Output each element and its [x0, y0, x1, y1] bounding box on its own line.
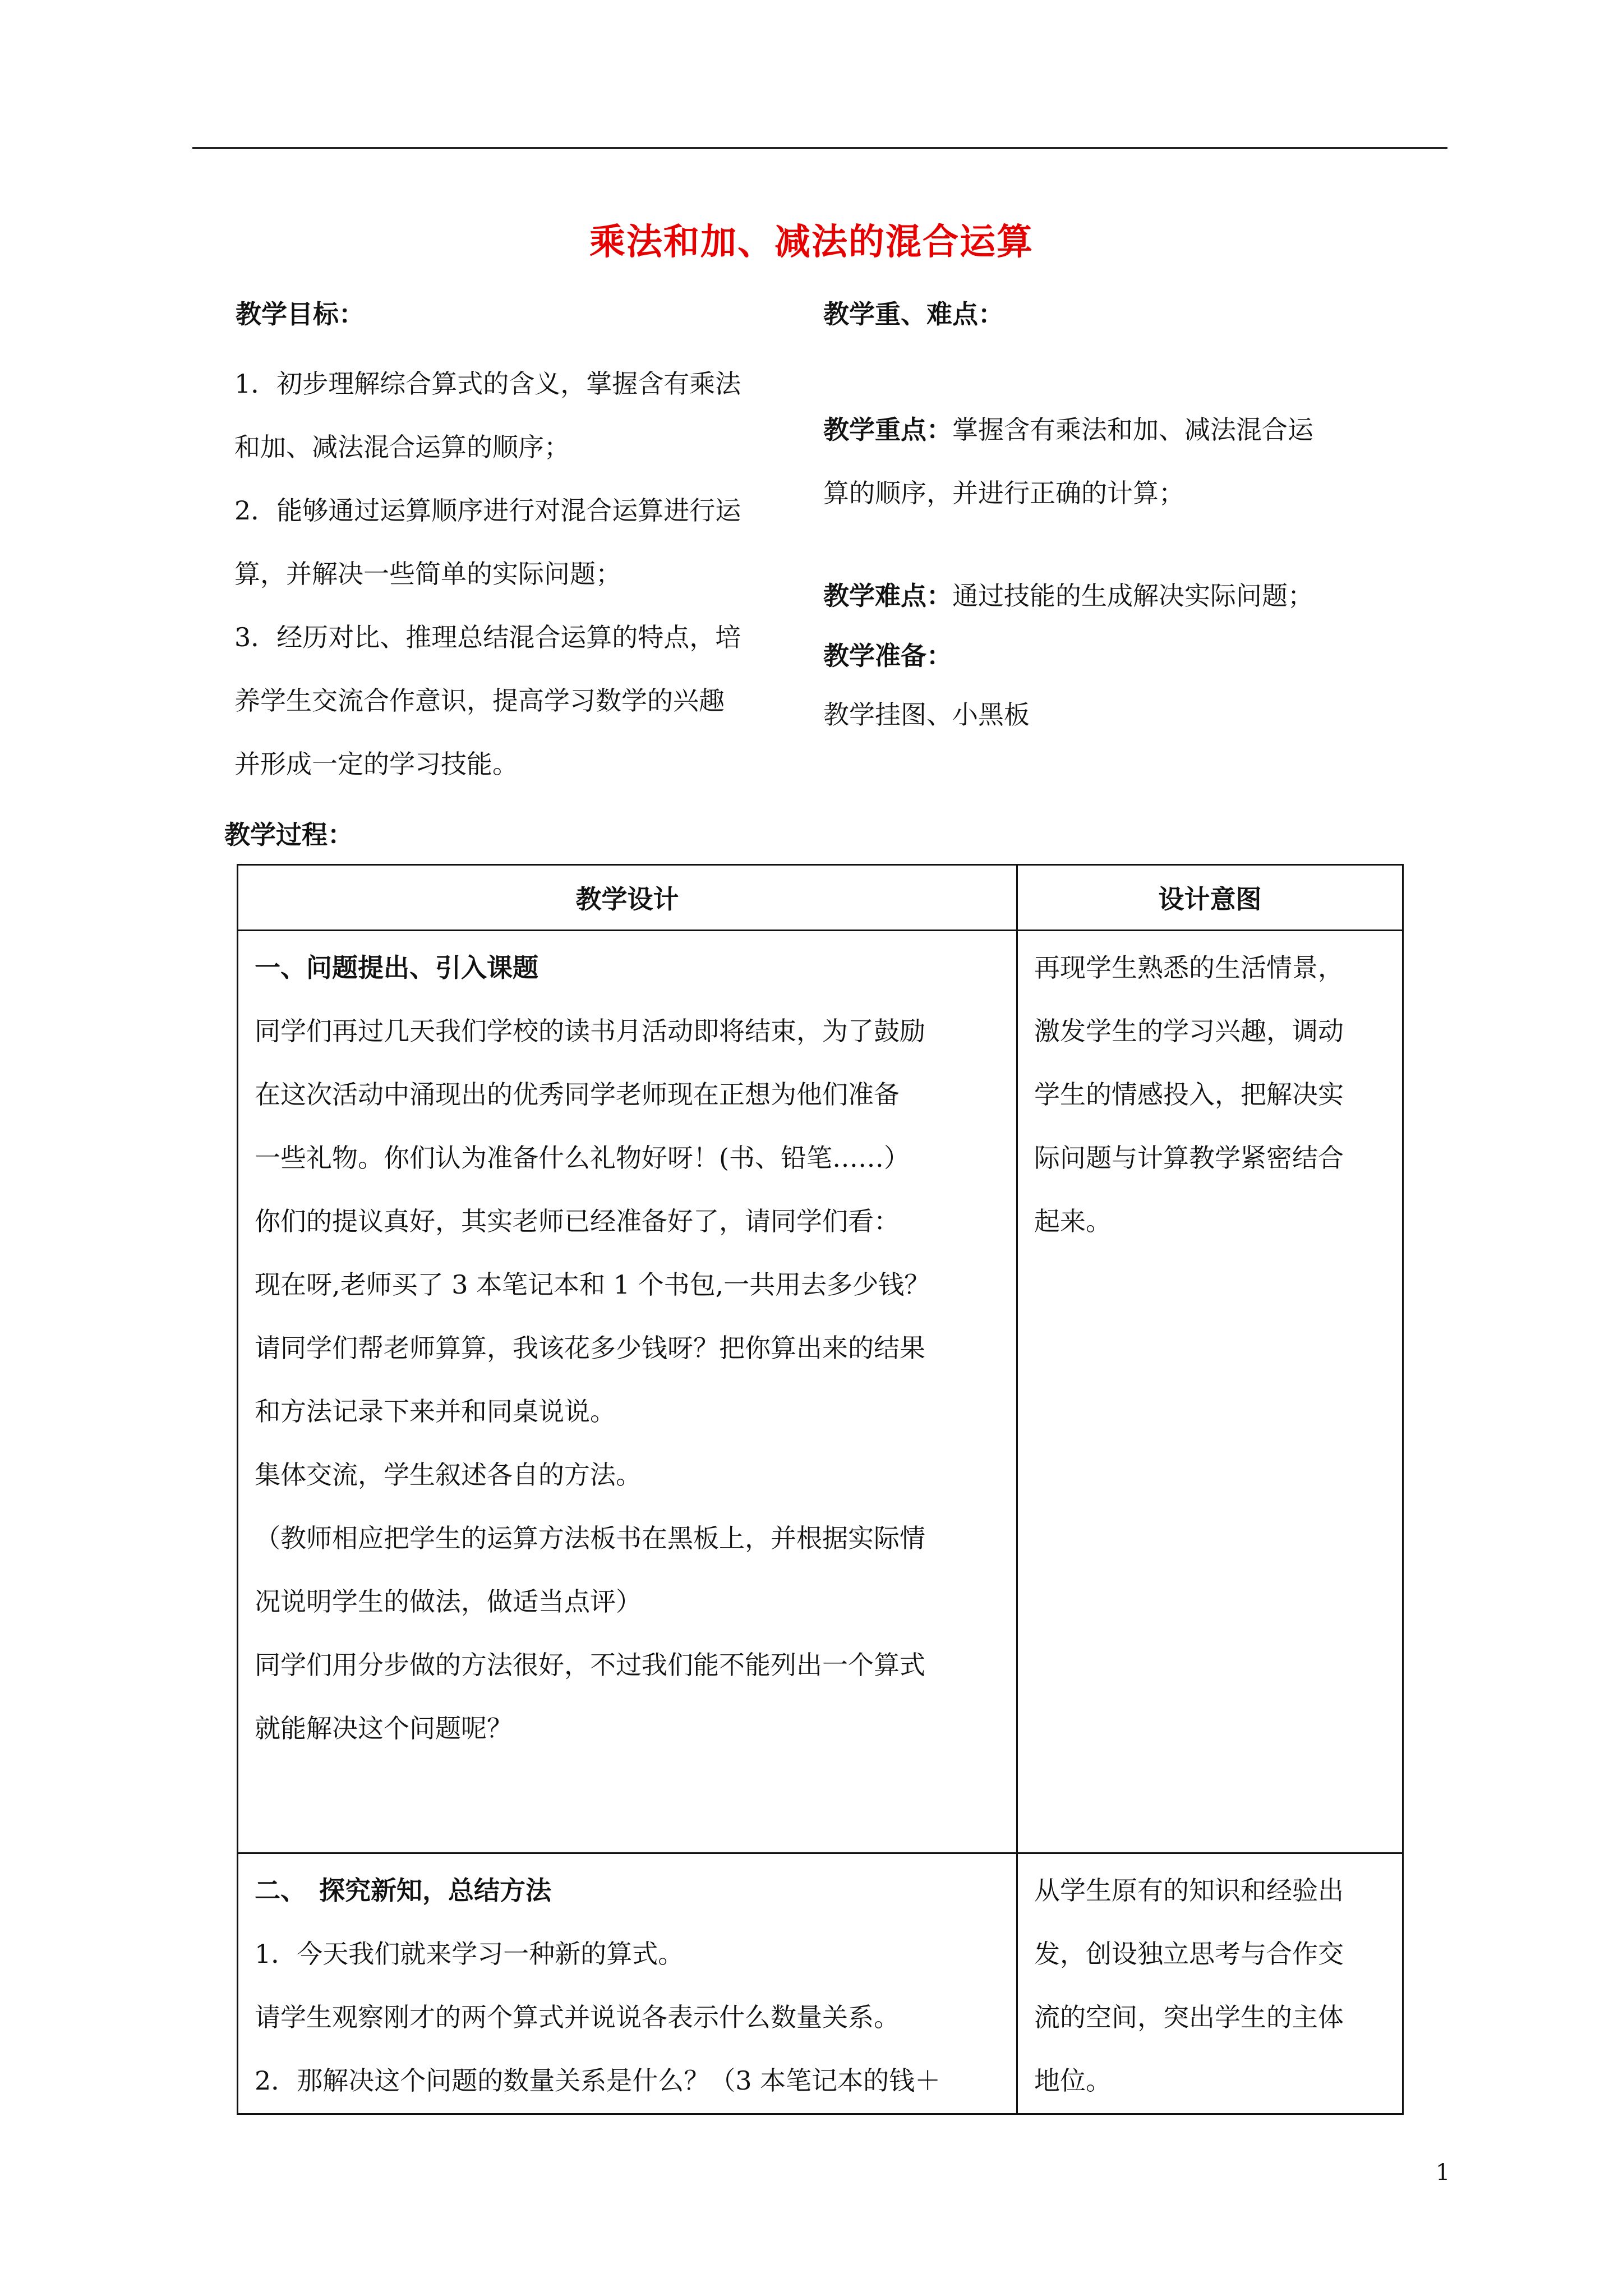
intent-line: 再现学生熟悉的生活情景， — [1034, 953, 1344, 983]
table-header-row — [238, 865, 1403, 931]
intent-line: 起来。 — [1034, 1206, 1112, 1236]
objective-line: 养学生交流合作意识，提高学习数学的兴趣 — [234, 685, 725, 716]
intent-line: 际问题与计算教学紧密结合 — [1034, 1143, 1344, 1173]
process-table — [237, 864, 1404, 2115]
design-line: 2．那解决这个问题的数量关系是什么？（3 本笔记本的钱＋ — [255, 2065, 941, 2096]
design-cell — [238, 1853, 1017, 2114]
design-line: 你们的提议真好，其实老师已经准备好了，请同学们看： — [255, 1206, 900, 1236]
objective-line: 1．初步理解综合算式的含义，掌握含有乘法 — [234, 369, 741, 399]
intent-cell — [1017, 1853, 1403, 2114]
objective-line: 和加、减法混合运算的顺序； — [234, 432, 570, 462]
focus-line-2: 算的顺序，并进行正确的计算； — [823, 478, 1184, 508]
design-cell — [238, 931, 1017, 1853]
difficulty-text: 通过技能的生成解决实际问题； — [952, 581, 1313, 611]
header-intent: 设计意图 — [1017, 865, 1403, 931]
page-number: 1 — [1436, 2160, 1450, 2185]
key-points-heading: 教学重、难点： — [823, 299, 1004, 329]
design-line: 一些礼物。你们认为准备什么礼物好呀！(书、铅笔……） — [255, 1143, 910, 1173]
intent-line: 激发学生的学习兴趣，调动 — [1034, 1016, 1344, 1046]
design-line: 现在呀,老师买了 3 本笔记本和 1 个书包,一共用去多少钱？ — [255, 1269, 930, 1300]
objectives-section — [234, 297, 795, 796]
section-title: 一、问题提出、引入课题 — [255, 953, 538, 983]
intent-line: 从学生原有的知识和经验出 — [1034, 1875, 1344, 1906]
focus-label: 教学重点： — [823, 415, 952, 445]
difficulty-line — [823, 564, 1429, 628]
focus-line — [823, 398, 1429, 462]
key-points-section — [823, 297, 1429, 746]
design-line: 和方法记录下来并和同桌说说。 — [255, 1396, 616, 1427]
design-line: 况说明学生的做法，做适当点评） — [255, 1586, 642, 1617]
difficulty-label: 教学难点： — [823, 581, 952, 611]
process-heading: 教学过程： — [224, 820, 353, 850]
intent-line: 地位。 — [1034, 2065, 1112, 2096]
focus-text: 掌握含有乘法和加、减法混合运 — [952, 415, 1313, 445]
intent-line: 学生的情感投入，把解决实 — [1034, 1079, 1344, 1110]
design-line: 集体交流，学生叙述各自的方法。 — [255, 1460, 642, 1490]
design-line: （教师相应把学生的运算方法板书在黑板上，并根据实际情 — [255, 1523, 925, 1553]
page-title: 乘法和加、减法的混合运算 — [589, 221, 1034, 263]
design-line: 在这次活动中涌现出的优秀同学老师现在正想为他们准备 — [255, 1079, 900, 1110]
intent-cell — [1017, 931, 1403, 1853]
design-line: 请学生观察刚才的两个算式并说说各表示什么数量关系。 — [255, 2002, 900, 2032]
objective-line: 3．经历对比、推理总结混合运算的特点，培 — [234, 622, 741, 652]
design-line: 同学们再过几天我们学校的读书月活动即将结束，为了鼓励 — [255, 1016, 925, 1046]
intent-line: 流的空间，突出学生的主体 — [1034, 2002, 1344, 2032]
design-line: 请同学们帮老师算算，我该花多少钱呀？把你算出来的结果 — [255, 1333, 925, 1363]
design-line: 就能解决这个问题呢？ — [255, 1713, 513, 1743]
objectives-heading: 教学目标： — [236, 299, 365, 329]
objective-line: 算，并解决一些简单的实际问题； — [234, 559, 621, 589]
intent-line: 发，创设独立思考与合作交 — [1034, 1939, 1344, 1969]
design-line: 同学们用分步做的方法很好，不过我们能不能列出一个算式 — [255, 1650, 925, 1680]
objective-line: 2．能够通过运算顺序进行对混合运算进行运 — [234, 495, 741, 526]
prep-label: 教学准备： — [823, 641, 952, 671]
header-design: 教学设计 — [238, 865, 1017, 931]
header-rule — [192, 147, 1447, 149]
prep-text: 教学挂图、小黑板 — [823, 700, 1030, 730]
objective-line: 并形成一定的学习技能。 — [234, 749, 518, 779]
section-title: 二、 探究新知，总结方法 — [255, 1875, 551, 1906]
design-line: 1．今天我们就来学习一种新的算式。 — [255, 1939, 684, 1969]
table-row — [238, 1853, 1403, 2114]
table-row — [238, 931, 1403, 1853]
